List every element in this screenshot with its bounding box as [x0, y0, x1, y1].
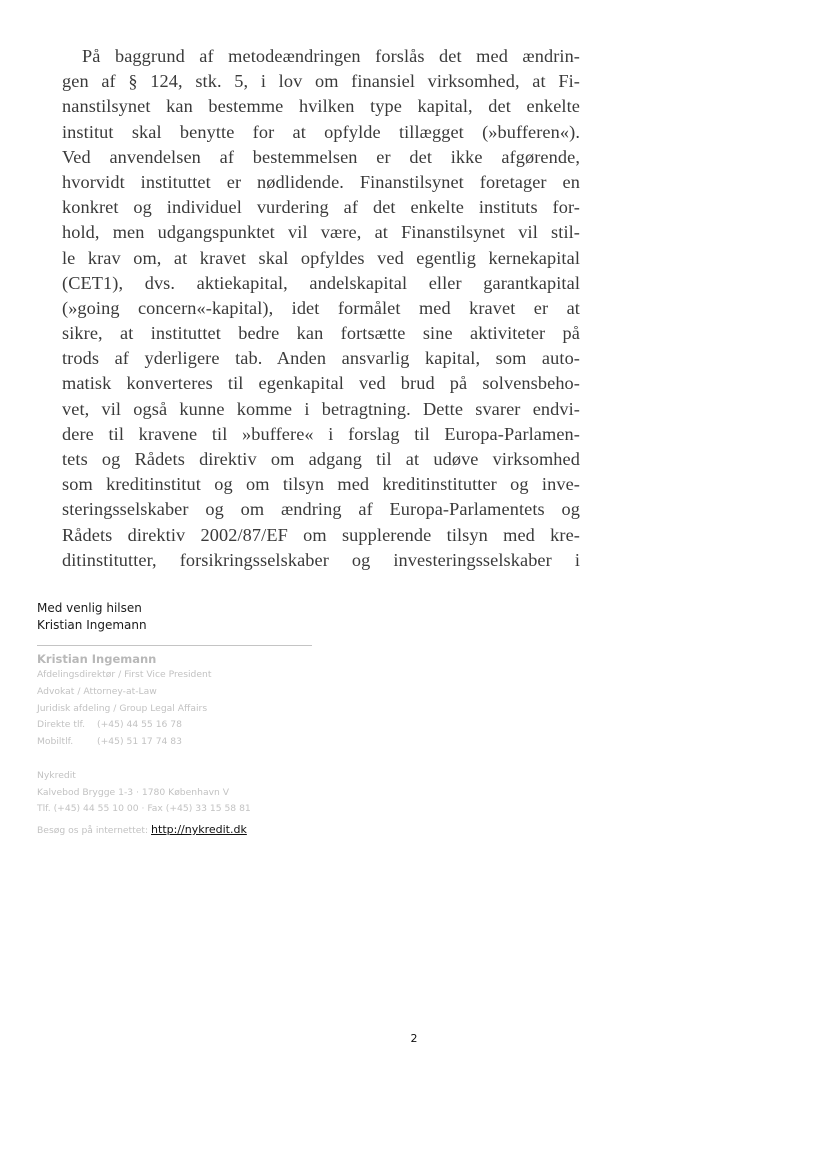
excerpt-line: le krav om, at kravet skal opfyldes ved egentlig kernekapital: [62, 247, 580, 268]
excerpt-line: sikre, at instituttet bedre kan fortsætte sine aktiviteter på: [62, 323, 580, 344]
excerpt-line: steringsselskaber og om ændring af Europa-Parlamentets og: [62, 499, 580, 520]
excerpt-line: hvorvidt instituttet er nødlidende. Finanstilsynet foretager en: [62, 171, 580, 192]
excerpt-line: ditinstitutter, forsikringsselskaber og investeringsselskaber i: [62, 549, 580, 570]
signature-divider: [37, 645, 312, 646]
excerpt-line: (»going concern«-kapital), idet formålet med kravet er at: [62, 297, 580, 318]
excerpt-line: nanstilsynet kan bestemme hvilken type kapital, det enkelte: [62, 96, 580, 117]
page-number: 2: [410, 1032, 418, 1045]
excerpt-line: matisk konverteres til egenkapital ved brud på solvensbeho-: [62, 373, 580, 394]
excerpt-line: hold, men udgangspunktet vil være, at Finanstilsynet vil stil-: [62, 222, 580, 243]
excerpt-line: som kreditinstitut og om tilsyn med kreditinstitutter og inve-: [62, 474, 580, 495]
excerpt-line: konkret og individuel vurdering af det enkelte instituts for-: [62, 197, 580, 218]
closing-greeting: Med venlig hilsen: [37, 601, 142, 615]
signature-name: Kristian Ingemann: [37, 652, 157, 666]
email-closing: [37, 600, 147, 634]
signature-address: Kalvebod Brygge 1-3 · 1780 København V: [37, 786, 230, 798]
closing-name: Kristian Ingemann: [37, 618, 147, 632]
signature-mobile-phone-row: [37, 734, 251, 751]
excerpt-line: trods af yderligere tab. Anden ansvarlig kapital, som auto-: [62, 348, 580, 369]
scanned-legal-excerpt: [62, 44, 580, 573]
mobile-phone-value: (+45) 51 17 74 83: [97, 736, 183, 748]
mobile-phone-label: Mobiltlf.: [37, 736, 74, 748]
excerpt-line: gen af § 124, stk. 5, i lov om finansiel virksomhed, at Fi-: [62, 71, 580, 92]
excerpt-line: tets og Rådets direktiv om adgang til at udøve virksomhed: [62, 449, 580, 469]
excerpt-line: (CET1), dvs. aktiekapital, andelskapital eller garantkapital: [62, 272, 580, 293]
signature-web-row: [37, 822, 251, 840]
web-prefix: Besøg os på internettet:: [37, 825, 149, 837]
direct-phone-label: Direkte tlf.: [37, 719, 85, 731]
direct-phone-value: (+45) 44 55 16 78: [97, 719, 183, 731]
signature-direct-phone-row: [37, 717, 251, 734]
signature-title: Afdelingsdirektør / First Vice President: [37, 669, 212, 680]
signature-role: Advokat / Attorney-at-Law: [37, 685, 157, 697]
excerpt-line: institut skal benytte for at opfylde tillægget (»bufferen«).: [62, 121, 580, 142]
signature-department: Juridisk afdeling / Group Legal Affairs: [37, 702, 208, 714]
excerpt-line: Ved anvendelsen af bestemmelsen er det ikke afgørende,: [62, 146, 580, 167]
signature-contact: Tlf. (+45) 44 55 10 00 · Fax (+45) 33 15 58 81: [37, 803, 251, 815]
website-link[interactable]: http://nykredit.dk: [151, 823, 247, 837]
excerpt-line: dere til kravene til »buffere« i forslag til Europa-Parlamen-: [62, 423, 580, 444]
signature-spacer: [37, 751, 251, 768]
signature-company: Nykredit: [37, 769, 76, 781]
excerpt-line: På baggrund af metodeændringen forslås det med ændrin-: [82, 46, 580, 66]
excerpt-line: Rådets direktiv 2002/87/EF om supplerende tilsyn med kre-: [62, 524, 580, 545]
excerpt-line: vet, vil også kunne komme i betragtning. Dette svarer endvi-: [62, 398, 580, 419]
email-signature: [37, 651, 251, 840]
